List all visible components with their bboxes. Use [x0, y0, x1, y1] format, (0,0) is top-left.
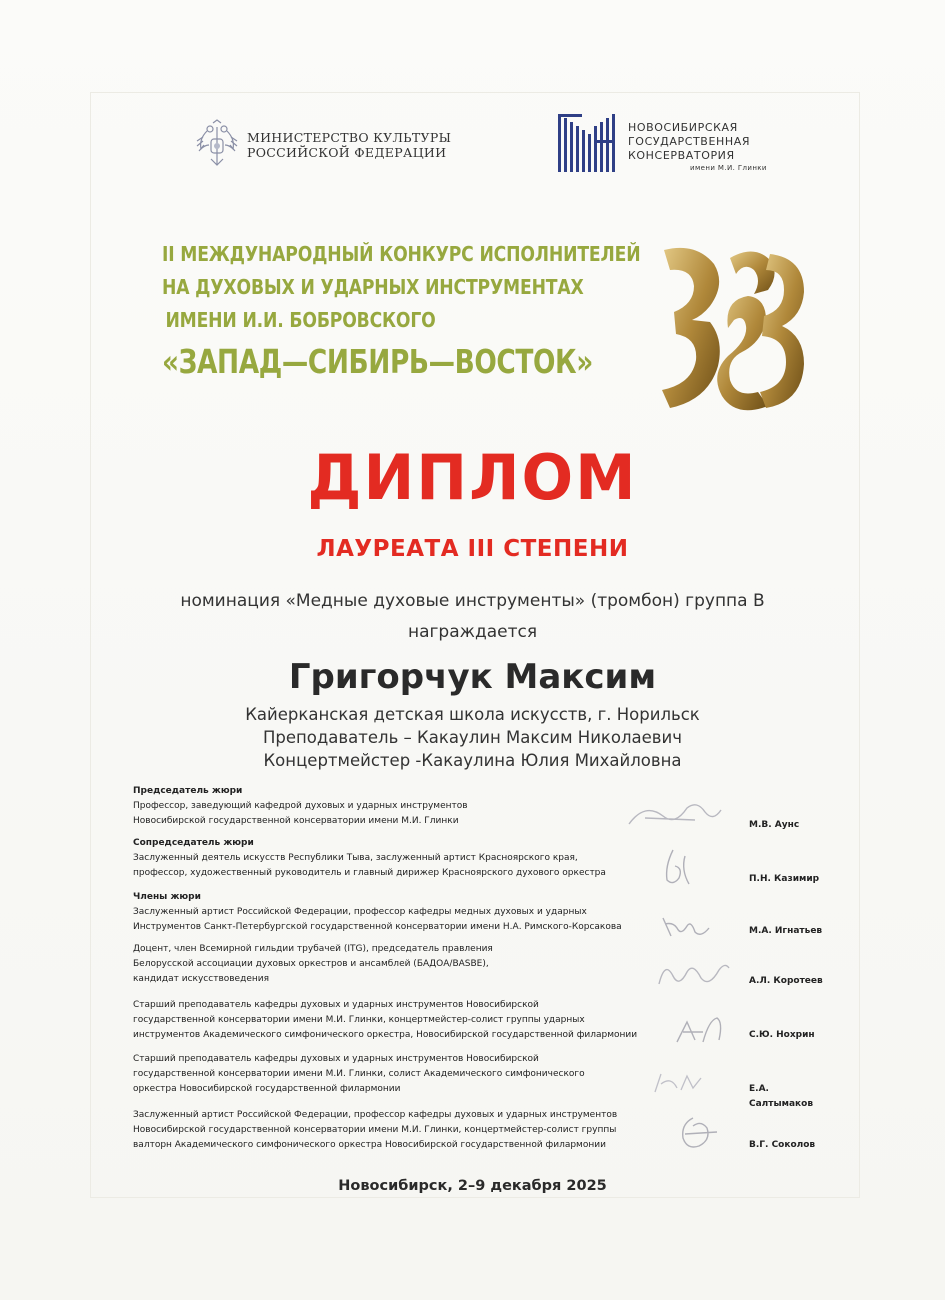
contest-line2: НА ДУХОВЫХ И УДАРНЫХ ИНСТРУМЕНТАХ — [162, 275, 584, 299]
jury-member — [133, 1052, 833, 1108]
contest-line1: II МЕЖДУНАРОДНЫЙ КОНКУРС ИСПОЛНИТЕЛЕЙ — [162, 242, 641, 266]
signature — [673, 1112, 723, 1156]
conservatory-line4: имени М.И. Глинки — [690, 164, 767, 172]
jury-desc: государственной консерватории имени М.И. Глинки, солист Академического симфонического — [133, 1069, 585, 1079]
signature — [659, 910, 719, 942]
jury-chair — [133, 784, 833, 836]
jury-desc: Новосибирской государственной консерватории имени М.И. Глинки — [133, 816, 459, 826]
jury-name: М.А. Игнатьев — [749, 926, 823, 936]
nomination: номинация «Медные духовые инструменты» (тромбон) группа В — [180, 591, 765, 611]
awarded-label: награждается — [407, 622, 538, 642]
jury-role: Члены жюри — [133, 892, 201, 902]
jury-role: Председатель жюри — [133, 786, 243, 796]
jury-member — [133, 890, 833, 942]
jury-name: С.Ю. Нохрин — [749, 1030, 815, 1040]
contest-name: «ЗАПАД—СИБИРЬ—ВОСТОК» — [162, 342, 593, 381]
jury-member — [133, 998, 833, 1052]
jury-desc: валторн Академического симфонического оркестра Новосибирской государственной филармонии — [133, 1140, 606, 1150]
recipient-details — [0, 703, 945, 772]
jury-desc: Старший преподаватель кафедры духовых и ударных инструментов Новосибирской — [133, 1000, 539, 1010]
conservatory-line1: НОВОСИБИРСКАЯ — [628, 121, 738, 134]
accompanist-line: Концертмейстер -Какаулина Юлия Михайловна — [263, 751, 682, 770]
jury-desc: Заслуженный артист Российской Федерации, профессор кафедры духовых и ударных инструментов — [133, 1110, 618, 1120]
school-line: Кайерканская детская школа искусств, г. Норильск — [245, 705, 700, 724]
jury-desc: профессор, художественный руководитель и главный дирижер Красноярского духового оркестра — [133, 868, 606, 878]
diploma-title: ДИПЛОМ — [307, 441, 638, 514]
conservatory-line3: КОНСЕРВАТОРИЯ — [628, 149, 735, 162]
jury-desc: Профессор, заведующий кафедрой духовых и ударных инструментов — [133, 801, 468, 811]
jury-desc: Инструментов Санкт-Петербургской государственной консерватории имени Н.А. Римского-Корсакова — [133, 922, 622, 932]
jury-desc: оркестра Новосибирской государственной филармонии — [133, 1084, 401, 1094]
jury-desc: государственной консерватории имени М.И. Глинки, концертмейстер-солист группы ударных — [133, 1015, 585, 1025]
jury-desc: Заслуженный деятель искусств Республики Тыва, заслуженный артист Красноярского края, — [133, 853, 578, 863]
contest-line3: ИМЕНИ И.И. БОБРОВСКОГО — [165, 308, 436, 332]
contest-title — [162, 238, 662, 384]
jury-member — [133, 942, 833, 998]
signature — [659, 846, 699, 890]
ministry-line1: МИНИСТЕРСТВО КУЛЬТУРЫ — [247, 130, 452, 145]
jury-desc: Старший преподаватель кафедры духовых и ударных инструментов Новосибирской — [133, 1054, 539, 1064]
jury-cochair — [133, 836, 833, 890]
signature — [653, 954, 733, 994]
jury-name: Е.А. Салтымаков — [749, 1084, 814, 1109]
conservatory-bars-icon — [556, 112, 618, 174]
signature — [651, 1066, 711, 1096]
signature — [625, 798, 725, 832]
jury-role: Сопредседатель жюри — [133, 838, 254, 848]
ministry-logo — [195, 118, 451, 172]
conservatory-logo — [556, 112, 767, 174]
jury-desc: Доцент, член Всемирной гильдии трубачей (ITG), председатель правления — [133, 944, 493, 954]
jury-list — [133, 784, 833, 1158]
recipient-name: Григорчук Максим — [288, 657, 657, 697]
jury-name: П.Н. Казимир — [749, 874, 820, 884]
jury-name: А.Л. Коротеев — [749, 976, 823, 986]
jury-desc: кандидат искусствоведения — [133, 974, 270, 984]
jury-desc: Заслуженный артист Российской Федерации, профессор кафедры медных духовых и ударных — [133, 907, 587, 917]
jury-desc: Новосибирской государственной консерватории имени М.И. Глинки, концертмейстер-солист группы — [133, 1125, 617, 1135]
place-date: Новосибирск, 2–9 декабря 2025 — [338, 1178, 607, 1194]
conservatory-line2: ГОСУДАРСТВЕННАЯ — [628, 135, 751, 148]
jury-name: М.В. Аунс — [749, 820, 800, 830]
jury-desc: Белорусской ассоциации духовых оркестров и ансамблей (БАДОА/BASBE), — [133, 959, 489, 969]
laureate-degree: ЛАУРЕАТА III СТЕПЕНИ — [316, 536, 629, 562]
jury-name: В.Г. Соколов — [749, 1140, 816, 1150]
double-headed-eagle-icon — [195, 119, 239, 171]
signature — [673, 1012, 733, 1048]
teacher-line: Преподаватель – Какаулин Максим Николаевич — [262, 728, 682, 747]
jury-desc: инструментов Академического симфонического оркестра, Новосибирской государственной филармонии — [133, 1030, 638, 1040]
jury-member — [133, 1108, 833, 1158]
zsv-emblem-icon — [658, 240, 806, 416]
ministry-line2: РОССИЙСКОЙ ФЕДЕРАЦИИ — [247, 145, 447, 160]
